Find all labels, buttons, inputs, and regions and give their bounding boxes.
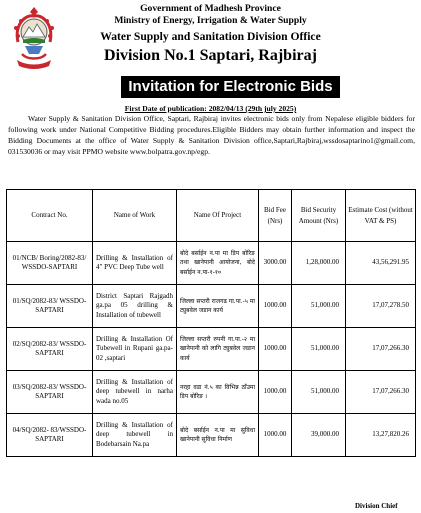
table-row [7,285,416,328]
project-cell: जिल्ला सप्तरी राजगढ गा.पा.-५ मा ट्युबवेल जडान कार्य [177,285,259,328]
bid-fee-cell: 1000.00 [259,414,292,457]
header-estimate-cost: Estimate Cost (without VAT & PS) [346,190,416,242]
bid-fee-cell: 1000.00 [259,285,292,328]
project-cell: नरहा वडा नं.५ का विभिन्न ठाँउमा डिप बोरिङ । [177,371,259,414]
government-title: Government of Madhesh Province [140,3,281,14]
table-header-row [7,190,416,242]
publication-date: First Date of publication: 2082/04/13 (29th july 2025) [124,104,297,113]
contract-no-cell: 01/NCB/ Boring/2082-83/ WSSDO-SAPTARI [7,242,93,285]
project-cell: जिल्ला सप्तरी रुपनी गा.पा.-२ मा खानेपानी को लागि ट्युबवेल जडान कार्य [177,328,259,371]
work-cell: Drilling & Installation of deep tubewell in Bodebarsain Na.pa [93,414,177,457]
table-row [7,242,416,285]
contract-no-cell: 03/SQ/2082-83/ WSSDO-SAPTARI [7,371,93,414]
header-name-of-work: Name of Work [93,190,177,242]
security-cell: 51,000.00 [292,371,346,414]
work-cell: Drilling & Installation of 4" PVC Deep Tube well [93,242,177,285]
project-cell: बोदे बर्साईन न.पा मा डिप बोरिङ तथा खानेपानी आयोजना, बोदे बर्साईन न.पा-१-१० [177,242,259,285]
estimate-cell: 43,56,291.95 [346,242,416,285]
estimate-cell: 17,07,266.30 [346,371,416,414]
header-bid-security: Bid Security Amount (Nrs) [292,190,346,242]
security-cell: 1,28,000.00 [292,242,346,285]
intro-paragraph: Water Supply & Sanitation Division Office, Saptari, Rajbiraj invites electronic bids only from Nepalese eligible bidders for following work under National Competitive Bidding procedures.Eligible Bidders may obtain further information and inspect the Bidding Documents at the office of Water Supply & Sanitation Division office,Saptari,Rajbiraj,wssdosaptarino1@gmail.com, 031530036 or may visit PPMO website www.bolpatra.gov.np/egp. [8,114,415,156]
project-cell: बोदे बर्साईन न.पा मा सुविधा खानेपानी सुविधा निर्माण [177,414,259,457]
estimate-cell: 17,07,278.50 [346,285,416,328]
division-title: Division No.1 Saptari, Rajbiraj [104,47,317,64]
table-row [7,414,416,457]
header-bid-fee: Bid Fee (Nrs) [259,190,292,242]
work-cell: District Saptari Rajgadh ga.pa 05 drilling & Installation of tubewell [93,285,177,328]
bid-fee-cell: 1000.00 [259,371,292,414]
contract-no-cell: 02/SQ/2082-83/ WSSDO-SAPTARI [7,328,93,371]
estimate-cell: 17,07,266.30 [346,328,416,371]
header-name-of-project: Name Of Project [177,190,259,242]
work-cell: Drilling & Installation of deep tubewell in narha wada no.05 [93,371,177,414]
ministry-title: Ministry of Energy, Irrigation & Water Supply [114,15,307,26]
bid-fee-cell: 1000.00 [259,328,292,371]
security-cell: 51,000.00 [292,328,346,371]
security-cell: 51,000.00 [292,285,346,328]
invitation-banner: Invitation for Electronic Bids [121,76,340,98]
contract-no-cell: 04/SQ/2082- 83/WSSDO- SAPTARI [7,414,93,457]
work-cell: Drilling & Installation Of Tubewell in Rupani ga.pa-02 ,saptari [93,328,177,371]
header-contract-no: Contract No. [7,190,93,242]
security-cell: 39,000.00 [292,414,346,457]
table-row [7,328,416,371]
bids-table [6,189,416,457]
bid-fee-cell: 3000.00 [259,242,292,285]
table-row [7,371,416,414]
division-chief-signature: Division Chief [355,502,398,510]
office-title: Water Supply and Sanitation Division Office [100,30,321,43]
contract-no-cell: 01/SQ/2082-83/ WSSDO-SAPTARI [7,285,93,328]
estimate-cell: 13,27,820.26 [346,414,416,457]
